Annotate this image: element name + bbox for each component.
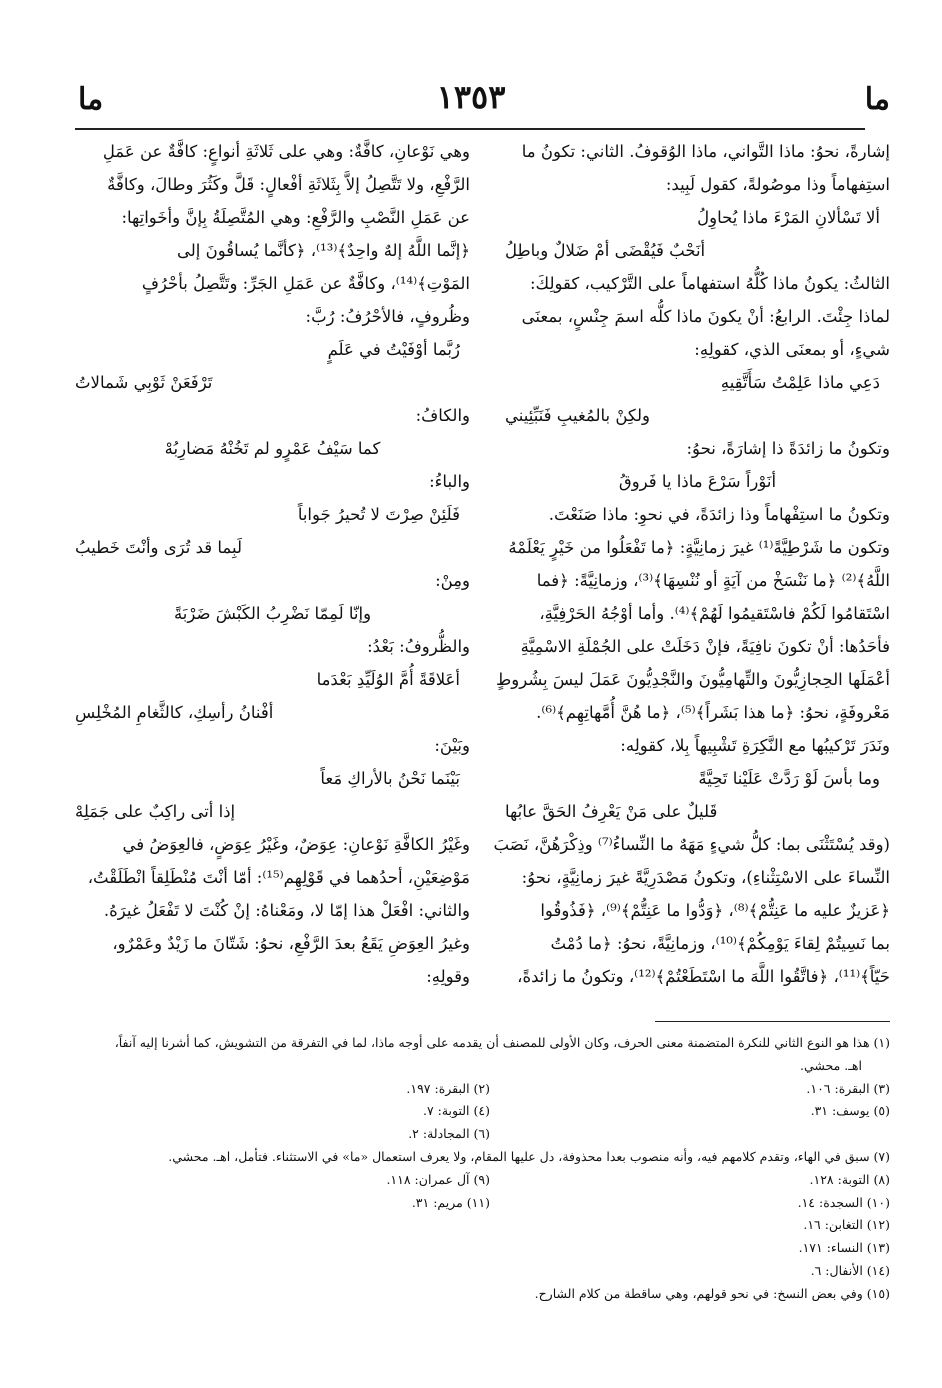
- footnote-item: (٢) البقرة: ١٩٧.: [406, 1080, 490, 1096]
- text-line: وظُروفٍ، فالأحْرُفُ: رُبَّ:: [305, 307, 470, 326]
- verse-line: أنَوْراً سَرْعَ ماذا يا فَروقُ: [618, 472, 777, 491]
- verse-line: دَعِي ماذا عَلِمْتُ سَأَتَّقِيهِ: [720, 373, 880, 392]
- verse-line: أعَلاقَةً أُمَّ الوُلَيِّدِ بَعْدَما: [316, 670, 460, 689]
- footnote-item: (٣) البقرة: ١٠٦.: [806, 1080, 890, 1096]
- text-line: حَيّاً﴾⁽¹¹⁾، ﴿فاتَّقُوا اللَّهَ ما اسْتَطَعْتُمْ﴾⁽¹²⁾، وتكونُ ما زائدةً،: [517, 967, 890, 986]
- footnote-pair: [75, 1100, 890, 1123]
- verse-line: قَليلٌ على مَنْ يَعْرِفُ الحَقَّ عابُها: [505, 802, 718, 821]
- verse-line: فَلَئِنْ صِرْتَ لا تُحيرُ جَواباً: [297, 505, 460, 524]
- footnote-item: (٥) يوسف: ٣١.: [810, 1103, 890, 1119]
- footnote-7: (٧) سبق في الهاء، وتقدم كلامهم فيه، وأنه منصوب بعدا محذوفة، دل عليها المقام، ولا يعرف استعمال «ما» في الاستثناء. فتأمل، اهـ. محشي.: [168, 1148, 890, 1164]
- footnote-item: (٤) التوبة: ٧.: [422, 1103, 490, 1119]
- text-line: أعْمَلَها الحِجازِيُّونَ والتِّهامِيُّونَ والنَّجْدِيُّونَ عَمَلَ ليسَ بِشُروطٍ: [496, 670, 890, 689]
- footnotes: [75, 1032, 890, 1306]
- footnote-12: (١٢) التغابن: ١٦.: [803, 1217, 890, 1233]
- verse-line: ألا تَسْألانِ المَرْءَ ماذا يُحاوِلُ: [697, 208, 880, 227]
- footnote-13: (١٣) النساء: ١٧١.: [798, 1240, 890, 1256]
- verse-line: لَبِما قد تُرَى وأنْتَ خَطيبُ: [75, 538, 242, 557]
- footnote-15: (١٥) وفي بعض النسخ: في نحو قولهم، وهي ساقطة من كلام الشارح.: [534, 1285, 890, 1301]
- text-line: اسْتَقامُوا لَكُمْ فاسْتَقيمُوا لَهُمْ﴾⁽⁴⁾. وأما أوْجُهُ الحَرْفِيَّةِ،: [539, 604, 890, 623]
- verse-line: أفْنانُ رأسِكِ، كالثَّغامِ المُخْلِسِ: [75, 703, 274, 722]
- page-number: ١٣٥٣: [436, 78, 506, 116]
- right-text-column: [493, 135, 890, 993]
- footnote-14: (١٤) الأنفال: ٦.: [810, 1262, 890, 1278]
- text-line: والباءُ:: [429, 472, 470, 491]
- footnote-item: (٨) التوبة: ١٢٨.: [809, 1171, 890, 1187]
- footnote-item: (٩) آل عمران: ١١٨.: [386, 1171, 490, 1187]
- footnote-pair: [75, 1078, 890, 1101]
- running-head-right: ما: [864, 82, 890, 117]
- text-line: مَعْروفَةٍ، نحوُ: ﴿ما هذا بَشَراً﴾⁽⁵⁾، ﴿ما هُنَّ أُمَّهاتِهِم﴾⁽⁶⁾.: [536, 703, 890, 722]
- text-line: ﴿إنَّما اللَّهُ إلهٌ واحِدٌ﴾⁽¹³⁾، ﴿كأنَّما يُساقُونَ إلى: [177, 241, 470, 260]
- text-line: (وقد يُسْتَثْنَى بما: كلُّ شيءٍ مَهَهٌ ما النِّساءُ⁽⁷⁾ وذِكْرَهُنَّ، نَصَبَ: [493, 835, 890, 854]
- text-line: ومِنْ:: [435, 571, 470, 590]
- verse-line: كما سَيْفُ عَمْرٍو لم تَخُنْهُ مَضارِبُهْ: [164, 439, 381, 458]
- text-line: الرَّفْعِ، ولا تَتَّصِلُ إلاَّ بِثَلاثَةِ أفْعالٍ: قَلَّ وكَثُرَ وطالَ، وكافَّةٌ: [107, 175, 470, 194]
- text-line: ﴿عَزيزٌ عليه ما عَنِتُّمْ﴾⁽⁸⁾، ﴿وَدُّوا ما عَنِتُّمْ﴾⁽⁹⁾، ﴿فَذُوقُوا: [540, 901, 890, 920]
- footnote-rule: [655, 1021, 890, 1022]
- footnote-1-continued: اهـ. محشي.: [800, 1057, 862, 1073]
- footnote-pair: [75, 1192, 890, 1215]
- running-head-left: ما: [78, 82, 104, 117]
- text-line: والظُّروفُ: بَعْدُ:: [367, 637, 470, 656]
- text-line: وغَيْرُ الكافَّةِ نَوْعانِ: عِوَضٌ، وغَيْرُ عِوَضٍ، فالعِوَضُ في: [122, 835, 470, 854]
- left-text-column: [75, 135, 470, 993]
- text-line: المَوْتِ﴾⁽¹⁴⁾، وكافَّةٌ عن عَمَلِ الجَرِّ: وتَتَّصِلُ بأحْرُفٍ: [141, 274, 470, 293]
- text-line: والثاني: افْعَلْ هذا إمّا لا، ومَعْناهُ: إنْ كُنْتَ لا تَفْعَلُ غيرَهُ.: [103, 901, 470, 920]
- text-line: وهي نَوْعانِ، كافَّةٌ: وهي على ثَلاثَةِ أنواعٍ: كافَّةٌ عن عَمَلِ: [102, 142, 470, 161]
- text-line: والكافُ:: [415, 406, 470, 425]
- text-line: فأحَدُها: أنْ تكونَ نافِيَةً، فإنْ دَخَلَتْ على الجُمْلَةِ الاسْمِيَّةِ: [520, 637, 890, 656]
- text-line: ونَدَرَ تَرْكيبُها مع النَّكِرَةِ تَشْبِيهاً بِلا، كقولِه:: [620, 736, 890, 755]
- footnote-item: (١٠) السجدة: ١٤.: [797, 1194, 890, 1210]
- text-line: وغيرُ العِوَضِ يَقَعُ بعدَ الرَّفْعِ، نحوُ: شَتّانَ ما زَيْدٌ وعَمْرٌو،: [112, 934, 470, 953]
- footnote-pair: [75, 1123, 890, 1146]
- text-line: وبَيْنَ:: [434, 736, 470, 755]
- text-line: اللَّهُ﴾⁽²⁾ ﴿ما نَنْسَخْ من آيَةٍ أو نُنْسِهَا﴾⁽³⁾، وزمانِيَّةً: ﴿فما: [536, 571, 890, 590]
- text-line: وقولِهِ:: [426, 967, 470, 986]
- verse-line: إذا أتى راكِبٌ على جَمَلِهْ: [75, 802, 236, 821]
- text-line: الثالثُ: يكونُ ماذا كُلُّهُ استفهاماً على التَّرْكيب، كقولِكَ:: [530, 274, 890, 293]
- text-line: إشارةً، نحوُ: ماذا التَّواني، ماذا الوُقوفُ. الثاني: تكونُ ما: [521, 142, 890, 161]
- footnote-pair: [75, 1169, 890, 1192]
- footnote-item: (١١) مريم: ٣١.: [411, 1194, 490, 1210]
- verse-line: وما بأسَ لَوْ رَدَّتْ عَلَيْنا تَحِيَّةً: [698, 769, 880, 788]
- text-line: استِفهاماً وذا موصُولةً، كقول لَبِيد:: [665, 175, 890, 194]
- text-line: وتكونُ ما زائدَةً ذا إشارَةً، نحوُ:: [686, 439, 890, 458]
- text-line: لماذا جِئْتَ. الرابعُ: أنْ يكونَ ماذا كلُّه اسمَ جِنْسٍ، بمعنَى: [521, 307, 890, 326]
- verse-line: ولكِنْ بالمُغيبِ فَنَبِّئِيني: [505, 406, 651, 425]
- footnote-1: (١) هذا هو النوع الثاني للنكرة المتضمنة معنى الحرف، وكان الأولى للمصنف أن يقدمه على أوجه ماذا، لما في التفرقة من التشويش، كما أشرنا إليه آنفاً،: [114, 1035, 890, 1050]
- verse-line: بَيْنَما نَحْنُ بالأراكِ مَعاً: [320, 769, 460, 788]
- header-rule: [75, 128, 865, 130]
- footnote-item: (٦) المجادلة: ٢.: [408, 1126, 490, 1142]
- text-line: وتكونُ ما استِفْهاماً وذا زائدَةً، في نحوِ: ماذا صَنَعْتَ.: [548, 505, 890, 524]
- text-line: بما نَسِيتُمْ لِقاءَ يَوْمِكُمْ﴾⁽¹⁰⁾، وزمانِيَّةً، نحوُ: ﴿ما دُمْتُ: [550, 934, 890, 953]
- verse-line: تَرْفَعَنْ ثَوْبِي شَمالاتُ: [75, 373, 213, 392]
- text-line: النِّساءَ على الاسْتِثْناءِ)، وتكونُ مَصْدَرِيَّةً غيرَ زمانِيَّةٍ، نحوُ:: [521, 868, 890, 887]
- text-line: مَوْضِعَيْنِ، أحدُهما في قَوْلِهِم⁽¹⁵⁾: أمّا أنْتَ مُنْطَلِقاً انْطَلَقْتُ،: [87, 868, 470, 887]
- verse-line: وإنّا لَمِمّا نَضْرِبُ الكَبْشَ ضَرْبَةً: [173, 604, 372, 623]
- text-line: عن عَمَلِ النَّصْبِ والرَّفْعِ: وهي المُتَّصِلَةُ بِإنَّ وأخَواتِها:: [121, 208, 470, 227]
- text-line: وتكون ما شَرْطِيَّةً⁽¹⁾ غيرَ زمانِيَّةٍ: ﴿ما تَفْعَلُوا من خَيْرٍ يَعْلَمْهُ: [508, 538, 890, 557]
- verse-line: رُبَّما أوْفَيْتُ في عَلَمٍ: [327, 340, 460, 359]
- text-line: شيءٍ، أو بمعنَى الذي، كقولِهِ:: [694, 340, 890, 359]
- verse-line: أنَحْبٌ فَيُقْضَى أمْ ضَلالٌ وباطِلُ: [505, 241, 706, 260]
- footnote-item: [490, 1123, 890, 1146]
